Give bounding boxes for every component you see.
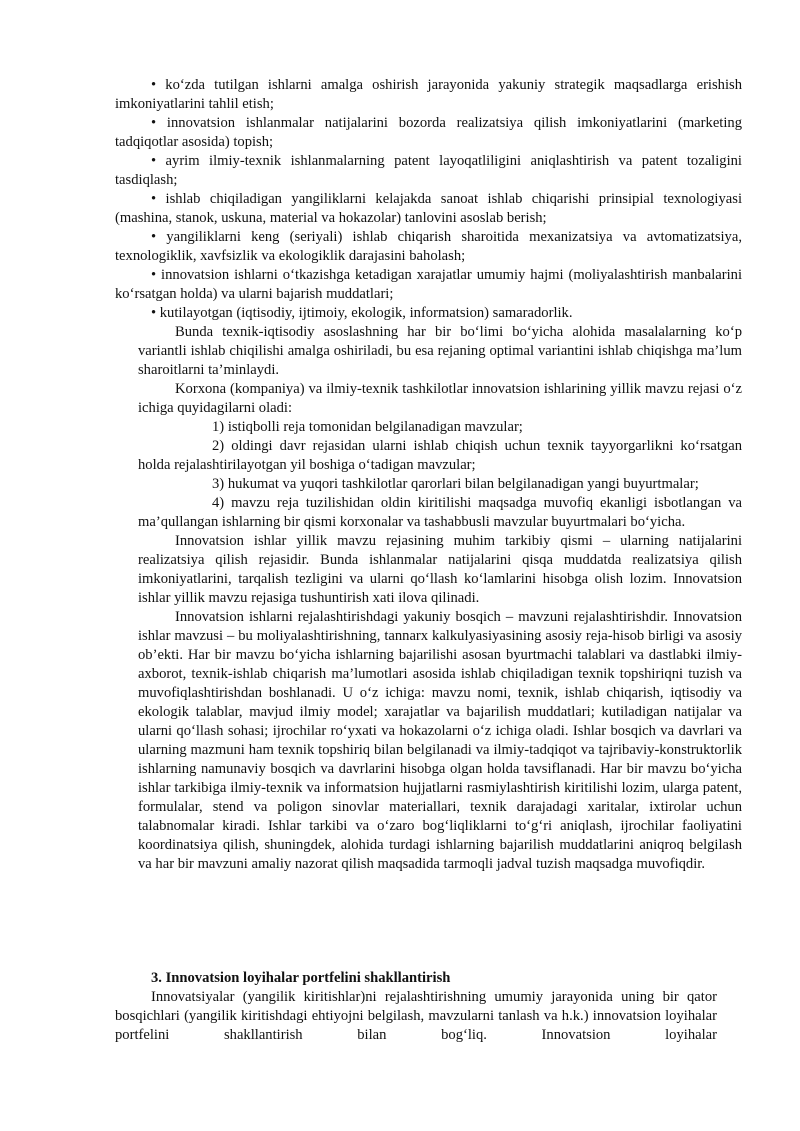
bullet-item: • ko‘zda tutilgan ishlarni amalga oshirish jarayonida yakuniy strategik maqsadlarga erishish imkoniyatlarini tahlil etish; — [115, 77, 742, 112]
bullet-item: • innovatsion ishlarni o‘tkazishga ketadigan xarajatlar umumiy hajmi (moliyalashtirish manbalarini ko‘rsatgan holda) va ularni bajarish muddatlari; — [115, 267, 742, 302]
section-3 — [115, 969, 717, 1045]
item-text: hukumat va yuqori tashkilotlar qarorlari bilan belgilanadigan yangi buyurtmalar; — [227, 476, 699, 492]
paragraph-korxona: Korxona (kompaniya) va ilmiy-texnik tashkilotlar innovatsion ishlarining yillik mavzu rejasi o‘z ichiga quyidagilarni oladi: — [138, 381, 742, 416]
section-paragraph: Innovatsiyalar (yangilik kiritishlar)ni rejalashtirishning umumiy jarayonida uning bir qator bosqichlari (yangilik kiritishdagi ehtiyojni belgilash, mavzularni tanlash va h.k.) innovatsion loyihalar portfelini shakllantirish bilan bog‘liq. Innovatsion loyihalar — [115, 989, 717, 1043]
item-number: 2) — [212, 438, 225, 454]
item-number: 3) — [212, 476, 225, 492]
main-text — [138, 323, 742, 874]
paragraph-yillik: Innovatsion ishlar yillik mavzu rejasining muhim tarkibiy qismi – ularning natijalarini realizatsiya qilish rejasidir. Bunda ishlanmalar natijalarini qisqa muddatda realizatsiya qilish imkoniyatlarini, tarqalish tezligini va ularni qo‘llash ko‘lamlarini hisobga olish lozim. Innovatsion ishlar yillik mavzu rejasiga tushuntirish xati ilova qilinadi. — [138, 533, 742, 606]
numbered-item — [138, 494, 742, 532]
bullet-item: • yangiliklarni keng (seriyali) ishlab chiqarish sharoitida mexanizatsiya va avtomatizatsiya, texnologiklik, xavfsizlik va ekologiklik darajasini baholash; — [115, 229, 742, 264]
item-number: 1) — [212, 419, 225, 435]
bullet-item: • innovatsion ishlanmalar natijalarini bozorda realizatsiya qilish imkoniyatlarini (marketing tadqiqotlar asosida) topish; — [115, 115, 742, 150]
section-heading: 3. Innovatsion loyihalar portfelini shakllantirish — [151, 970, 451, 986]
item-text: oldingi davr rejasidan ularni ishlab chiqish uchun texnik tayyorgarlikni ko‘rsatgan holda rejalashtirilayotgan yil boshiga o‘tadigan mavzular; — [138, 438, 743, 473]
numbered-item — [138, 418, 742, 437]
paragraph-variant: Bunda texnik-iqtisodiy asoslashning har bir bo‘limi bo‘yicha alohida masalalarning ko‘p variantli ishlab chiqilishi amalga oshiriladi, bu esa rejaning optimal variantini ishlab chiqishga ma’lum sharoitlarni ta’minlaydi. — [138, 324, 742, 378]
bullet-list — [115, 76, 742, 323]
item-text: mavzu reja tuzilishidan oldin kiritilishi maqsadga muvofiq ekanligi isbotlangan va ma’qullangan ishlarning bir qismi korxonalar va tashabbusli mavzular buyurtmalari bo‘yicha. — [138, 495, 742, 530]
numbered-item — [138, 475, 742, 494]
item-number: 4) — [212, 495, 225, 511]
paragraph-bosqich: Innovatsion ishlarni rejalashtirishdagi yakuniy bosqich – mavzuni rejalashtirishdir. Innovatsion ishlar mavzusi – bu moliyalashtirishning, tannarx kalkulyasiyasining asosiy reja-hisob birligi va asosiy ob’ekti. Har bir mavzu bo‘yicha ishlarning bajarilishi asosan byurtmachi talablari va dastlabki ilmiy-axborot, texnik-ishlab chiqarish ma’lumotlari asosida ishlab chiqiladigan texnik topshiriqni tuzish va muvofiqlashtirishdan boshlanadi. U o‘z ichiga: mavzu nomi, texnik, ishlab chiqarish, iqtisodiy va ekologik talablar, mavjud ilmiy model; xarajatlar va bajarilish muddatlari; kutiladigan natijalar va ularni qo‘llash sohasi; ijrochilar ro‘yxati va hokazolarni o‘z ichiga oladi. Ishlar bosqich va davrlari va ularning mazmuni ham texnik topshiriq bilan belgilanadi va ilmiy-tadqiqot va tajribaviy-konstruktorlik ishlarning namunaviy bosqich va davrlarini hisobga olgan holda tavsiflanadi. Har bir mavzu bo‘yicha ishlar tarkibiga ilmiy-texnik va informatsion hujjatlarni rasmiylashtirish kiritilishi lozim, ularga patent, formulalar, stend va poligon sinovlar materiallari, texnik darajadagi xaritalar, ixtirolar uchun talabnomalar kiradi. Ishlar tarkibi va o‘zaro bog‘liqliklarni to‘g‘ri aniqlash, ijrochilar faoliyatini koordinatsiya qilish, shuningdek, alohida turdagi ishlarning bajarilish muddatlarini aniqroq belgilash va har bir mavzuni amaliy nazorat qilish maqsadida tarmoqli jadval tuzish maqsadga muvofiqdir. — [138, 609, 742, 872]
bullet-item: • ayrim ilmiy-texnik ishlanmalarning patent layoqatliligini aniqlashtirish va patent tozaligini tasdiqlash; — [115, 153, 742, 188]
item-text: istiqbolli reja tomonidan belgilanadigan mavzular; — [227, 419, 523, 435]
numbered-item — [138, 437, 742, 475]
bullet-item: • kutilayotgan (iqtisodiy, ijtimoiy, ekologik, informatsion) samaradorlik. — [151, 305, 573, 321]
bullet-item: • ishlab chiqiladigan yangiliklarni kelajakda sanoat ishlab chiqarishi prinsipial texnologiyasi (mashina, stanok, uskuna, material va hokazolar) tanlovini asoslab berish; — [115, 191, 742, 226]
